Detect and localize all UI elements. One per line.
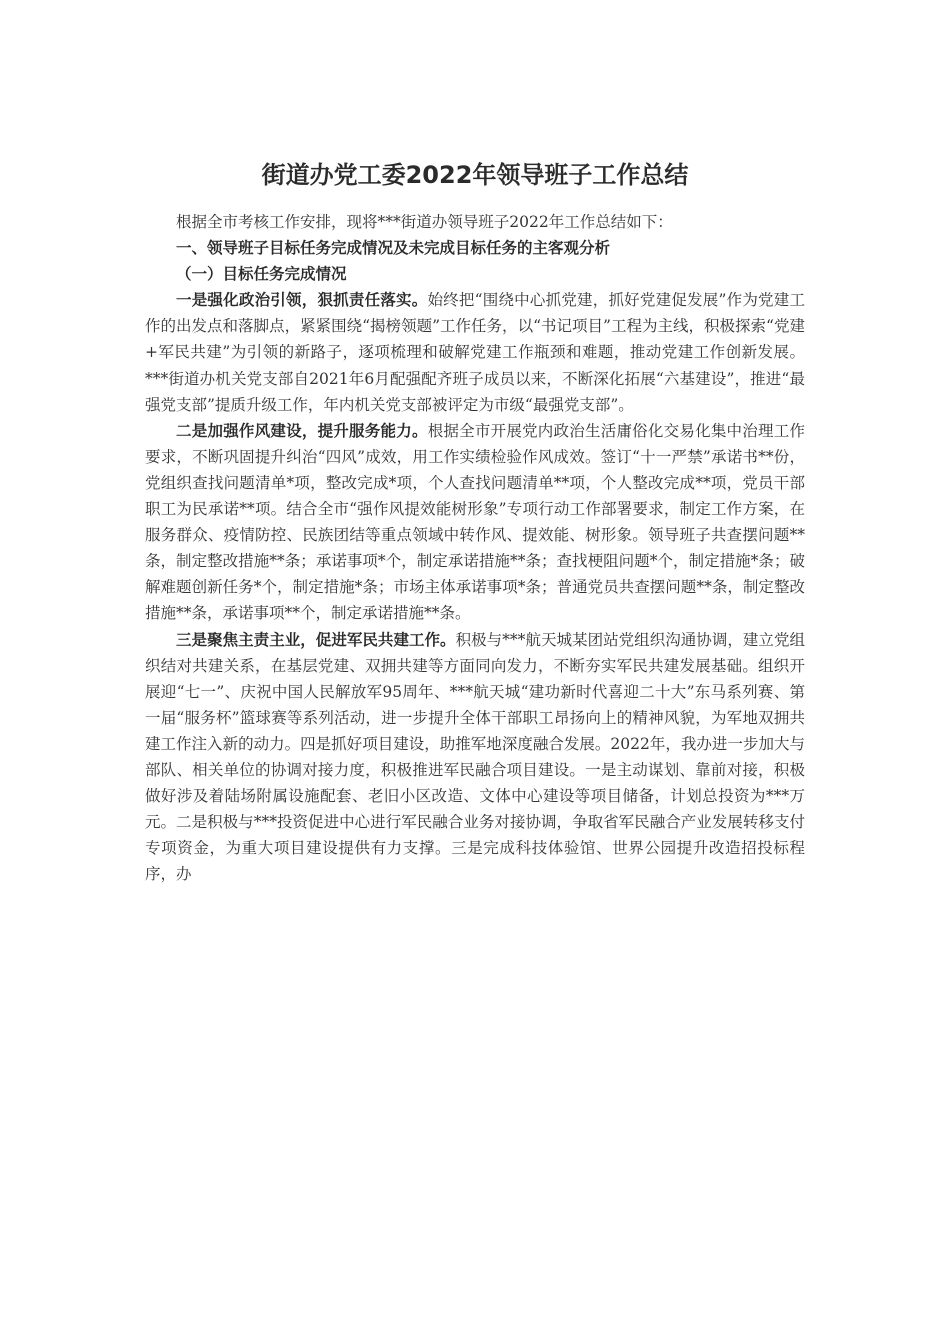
document-body — [145, 209, 805, 887]
body-paragraph-3 — [145, 627, 805, 888]
paragraph-text-1: 始终把“围绕中心抓党建，抓好党建促发展”作为党建工作的出发点和落脚点，紧紧围绕“揭榜领题”工作任务，以“书记项目”工程为主线，积极探索“党建+军民共建”为引领的新路子，逐项梳理和破解党建工作瓶颈和难题，推动党建工作创新发展。***街道办机关党支部自2021年6月配强配齐班子成员以来，不断深化拓展“六基建设”，推进“最强党支部”提质升级工作，年内机关党支部被评定为市级“最强党支部”。 — [145, 291, 805, 414]
subsection-heading: （一）目标任务完成情况 — [176, 265, 347, 284]
intro-paragraph: 根据全市考核工作安排，现将***街道办领导班子2022年工作总结如下： — [176, 213, 673, 231]
paragraph-text-3: 积极与***航天城某团站党组织沟通协调，建立党组织结对共建关系，在基层党建、双拥共建等方面同向发力，不断夯实军民共建发展基础。组织开展迎“七一”、庆祝中国人民解放军95周年、***航天城“建功新时代喜迎二十大”东马系列赛、第一届“服务杯”篮球赛等系列活动，进一步提升全体干部职工昂扬向上的精神风貌，为军地双拥共建工作注入新的动力。四是抓好项目建设，助推军地深度融合发展。2022年，我办进一步加大与部队、相关单位的协调对接力度，积极推进军民融合项目建设。一是主动谋划、靠前对接，积极做好涉及着陆场附属设施配套、老旧小区改造、文体中心建设等项目储备，计划总投资为***万元。二是积极与***投资促进中心进行军民融合业务对接协调，争取省军民融合产业发展转移支付专项资金，为重大项目建设提供有力支撑。三是完成科技体验馆、世界公园提升改造招投标程序，办 — [145, 630, 805, 884]
section-heading: 一、领导班子目标任务完成情况及未完成目标任务的主客观分析 — [176, 239, 611, 258]
paragraph-lead-1: 一是强化政治引领，狠抓责任落实。 — [176, 291, 428, 310]
body-paragraph-2 — [145, 418, 805, 627]
paragraph-lead-3: 三是聚焦主责主业，促进军民共建工作。 — [176, 630, 456, 649]
document-title: 街道办党工委2022年领导班子工作总结 — [261, 161, 689, 189]
paragraph-text-2: 根据全市开展党内政治生活庸俗化交易化集中治理工作要求，不断巩固提升纠治“四风”成效，用工作实绩检验作风成效。签订“十一严禁”承诺书**份，党组织查找问题清单*项，整改完成*项，个人查找问题清单**项，个人整改完成**项，党员干部职工为民承诺**项。结合全市“强作风提效能树形象”专项行动工作部署要求，制定工作方案，在服务群众、疫情防控、民族团结等重点领域中转作风、提效能、树形象。领导班子共查摆问题**条，制定整改措施**条；承诺事项*个，制定承诺措施**条；查找梗阻问题*个，制定措施*条；破解难题创新任务*个，制定措施*条；市场主体承诺事项*条；普通党员共查摆问题**条，制定整改措施**条，承诺事项**个，制定承诺措施**条。 — [145, 421, 805, 623]
paragraph-lead-2: 二是加强作风建设，提升服务能力。 — [176, 421, 428, 440]
body-paragraph-1 — [145, 287, 805, 417]
